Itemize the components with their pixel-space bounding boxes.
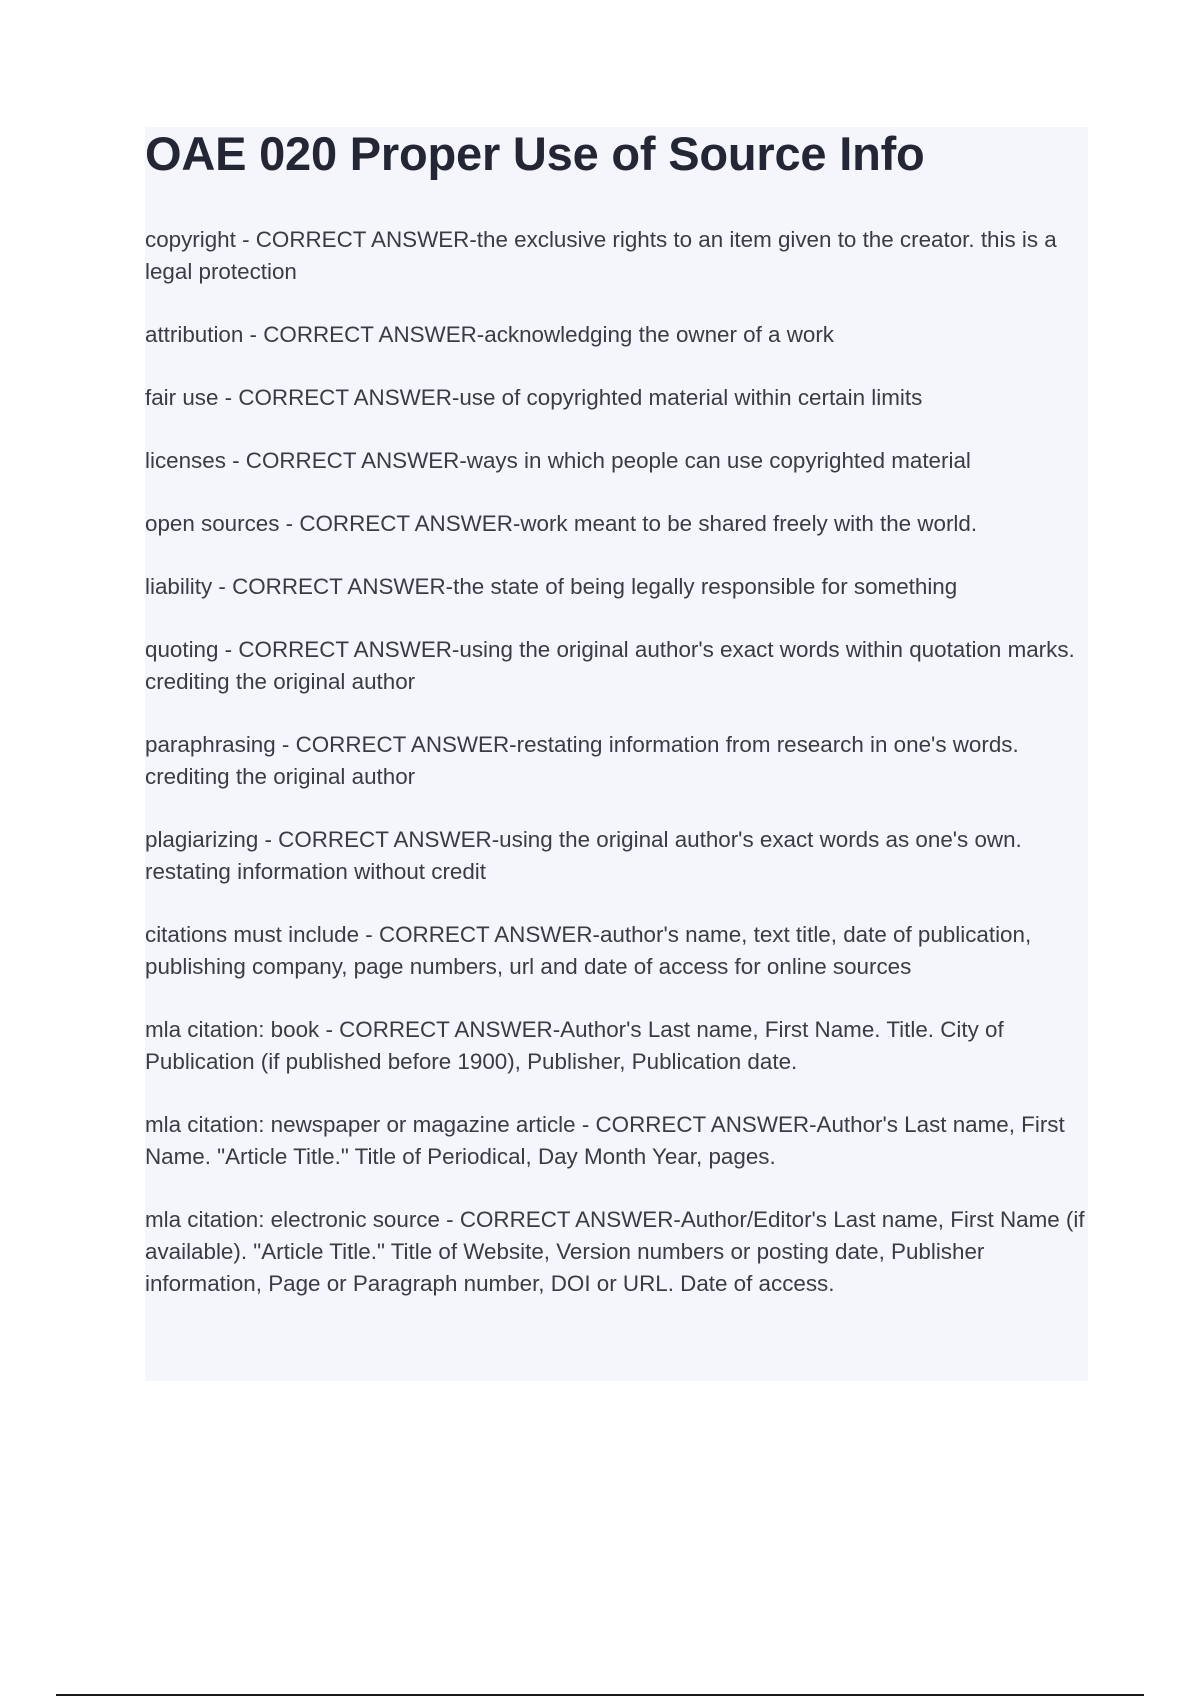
entry-mla-citation-book: mla citation: book - CORRECT ANSWER-Author's Last name, First Name. Title. City of Publication (if published before 1900), Publisher, Publication date. [145,1017,1004,1074]
page-title: OAE 020 Proper Use of Source Info [145,127,925,180]
footer-divider [56,1694,1144,1696]
entry-fair-use: fair use - CORRECT ANSWER-use of copyrighted material within certain limits [145,385,923,410]
entry-quoting: quoting - CORRECT ANSWER-using the original author's exact words within quotation marks. crediting the original author [145,637,1075,694]
entry-list [145,224,1095,1331]
entry-citations-must-include: citations must include - CORRECT ANSWER-author's name, text title, date of publication, publishing company, page numbers, url and date of access for online sources [145,922,1032,979]
entry-liability: liability - CORRECT ANSWER-the state of being legally responsible for something [145,574,958,599]
entry-licenses: licenses - CORRECT ANSWER-ways in which people can use copyrighted material [145,448,971,473]
entry-mla-citation-electronic: mla citation: electronic source - CORRECT ANSWER-Author/Editor's Last name, First Name (if available). "Article Title." Title of Website, Version numbers or posting date, Publisher information, Page or Paragraph number, DOI or URL. Date of access. [145,1207,1085,1296]
entry-copyright: copyright - CORRECT ANSWER-the exclusive rights to an item given to the creator. this is a legal protection [145,227,1057,284]
entry-paraphrasing: paraphrasing - CORRECT ANSWER-restating information from research in one's words. crediting the original author [145,732,1019,789]
entry-plagiarizing: plagiarizing - CORRECT ANSWER-using the original author's exact words as one's own. restating information without credit [145,827,1022,884]
entry-mla-citation-article: mla citation: newspaper or magazine article - CORRECT ANSWER-Author's Last name, First Name. "Article Title." Title of Periodical, Day Month Year, pages. [145,1112,1065,1169]
entry-open-sources: open sources - CORRECT ANSWER-work meant to be shared freely with the world. [145,511,978,536]
entry-attribution: attribution - CORRECT ANSWER-acknowledging the owner of a work [145,322,834,347]
